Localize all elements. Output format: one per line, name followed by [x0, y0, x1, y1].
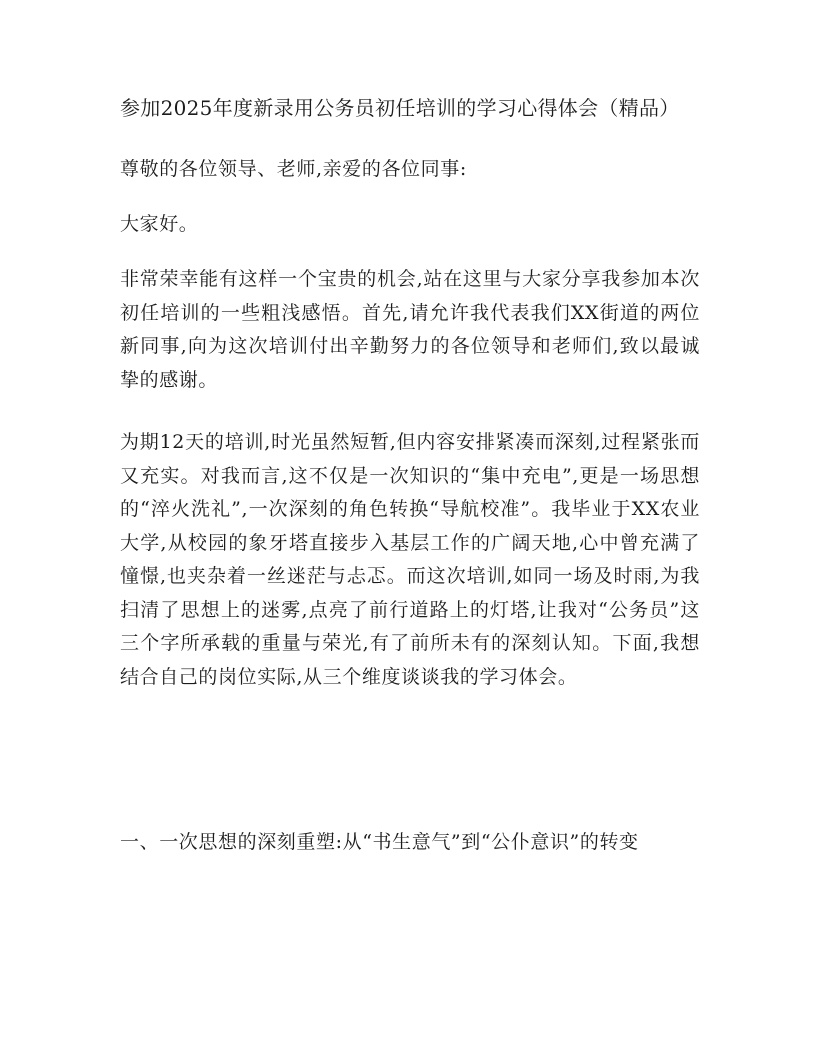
section-heading-1: 一、一次思想的深刻重塑:从“书生意气”到“公仆意识”的转变: [120, 831, 639, 853]
intro-paragraph: 非常荣幸能有这样一个宝贵的机会,站在这里与大家分享我参加本次初任培训的一些粗浅感悟。首先,请允许我代表我们XX街道的两位新同事,向为这次培训付出辛勤努力的各位领导和老师们,致以最诚挚的感谢。: [120, 268, 700, 391]
greeting-line: 尊敬的各位领导、老师,亲爱的各位同事:: [120, 158, 467, 180]
training-reflection-paragraph: 为期12天的培训,时光虽然短暂,但内容安排紧凑而深刻,过程紧张而又充实。对我而言,这不仅是一次知识的“集中充电”,更是一场思想的“淬火洗礼”,一次深刻的角色转换“导航校准”。我毕业于XX农业大学,从校园的象牙塔直接步入基层工作的广阔天地,心中曾充满了憧憬,也夹杂着一丝迷茫与忐忑。而这次培训,如同一场及时雨,为我扫清了思想上的迷雾,点亮了前行道路上的灯塔,让我对“公务员”这三个字所承载的重量与荣光,有了前所未有的深刻认知。下面,我想结合自己的岗位实际,从三个维度谈谈我的学习体会。: [120, 431, 700, 688]
hello-line: 大家好。: [120, 213, 199, 235]
document-title: 参加2025年度新录用公务员初任培训的学习心得体会（精品）: [120, 96, 680, 120]
